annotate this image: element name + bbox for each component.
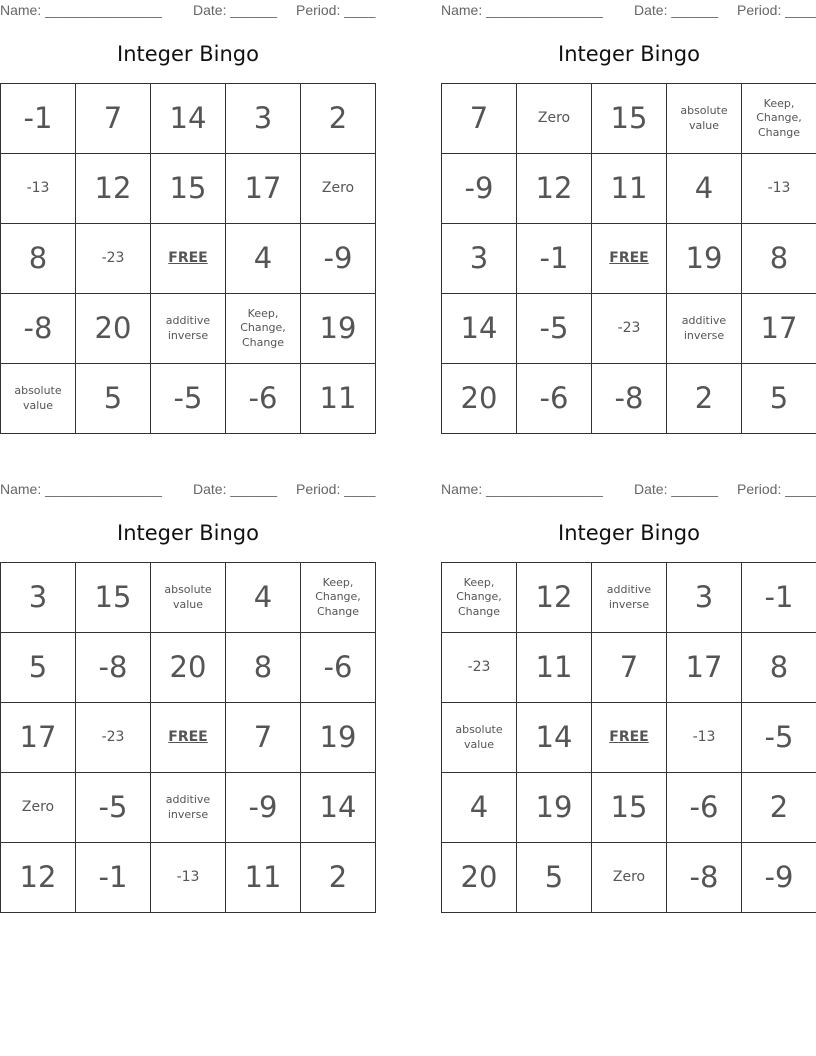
bingo-cell: -23	[442, 633, 517, 703]
bingo-cell: -13	[742, 154, 816, 224]
date-field-label: Date: ______	[193, 2, 278, 18]
bingo-cell: 11	[226, 843, 301, 913]
bingo-cell: 5	[1, 633, 76, 703]
bingo-cell: -13	[151, 843, 226, 913]
bingo-row	[442, 703, 816, 773]
name-field-label: Name: _______________	[0, 2, 162, 18]
bingo-cell: 2	[301, 84, 376, 154]
bingo-cell: 11	[517, 633, 592, 703]
bingo-row	[1, 773, 376, 843]
bingo-cell: -1	[1, 84, 76, 154]
bingo-cell: -23	[76, 703, 151, 773]
bingo-cell: additive inverse	[151, 773, 226, 843]
bingo-cell: 4	[226, 224, 301, 294]
bingo-cell: -6	[226, 364, 301, 434]
bingo-cell: 15	[592, 773, 667, 843]
bingo-cell: Zero	[592, 843, 667, 913]
bingo-cell: 19	[667, 224, 742, 294]
bingo-cell: 4	[226, 563, 301, 633]
bingo-row	[1, 563, 376, 633]
bingo-cell: 7	[442, 84, 517, 154]
bingo-cell: -1	[517, 224, 592, 294]
bingo-cell: 19	[517, 773, 592, 843]
bingo-row	[1, 843, 376, 913]
bingo-row	[442, 224, 816, 294]
bingo-cell: 17	[226, 154, 301, 224]
bingo-cell: 14	[517, 703, 592, 773]
bingo-row	[442, 294, 816, 364]
bingo-cell: 17	[742, 294, 816, 364]
name-field-label: Name: _______________	[0, 481, 162, 497]
bingo-cell: 8	[742, 224, 816, 294]
period-field-label: Period: ____	[737, 2, 816, 18]
bingo-cell: 19	[301, 703, 376, 773]
bingo-row	[1, 294, 376, 364]
bingo-cell: -9	[442, 154, 517, 224]
bingo-row	[1, 224, 376, 294]
name-field-label: Name: _______________	[441, 2, 603, 18]
bingo-cell: 19	[301, 294, 376, 364]
name-field-label: Name: _______________	[441, 481, 603, 497]
bingo-cell: -6	[667, 773, 742, 843]
bingo-cell: 15	[151, 154, 226, 224]
bingo-cell: 15	[592, 84, 667, 154]
bingo-row	[442, 563, 816, 633]
bingo-cell: 4	[442, 773, 517, 843]
bingo-cell: absolute value	[1, 364, 76, 434]
bingo-cell: additive inverse	[667, 294, 742, 364]
bingo-cell: 2	[667, 364, 742, 434]
bingo-cell: -6	[517, 364, 592, 434]
bingo-row	[442, 843, 816, 913]
bingo-cell: 7	[76, 84, 151, 154]
bingo-cell: 15	[76, 563, 151, 633]
bingo-cell: 4	[667, 154, 742, 224]
bingo-cell: 2	[742, 773, 816, 843]
card-header-fields	[0, 481, 376, 499]
bingo-cell: -23	[592, 294, 667, 364]
card-header-fields	[0, 2, 376, 20]
bingo-grid	[0, 83, 376, 434]
bingo-cell: 12	[1, 843, 76, 913]
card-title: Integer Bingo	[117, 521, 259, 545]
bingo-cell: -8	[76, 633, 151, 703]
bingo-cell: Zero	[517, 84, 592, 154]
bingo-cell: 8	[1, 224, 76, 294]
bingo-cell: -1	[76, 843, 151, 913]
bingo-grid	[0, 562, 376, 913]
bingo-cell: Keep, Change, Change	[226, 294, 301, 364]
bingo-cell: -8	[592, 364, 667, 434]
bingo-cell: -5	[151, 364, 226, 434]
bingo-cell: 20	[442, 364, 517, 434]
card-title: Integer Bingo	[558, 521, 700, 545]
bingo-cell: 3	[1, 563, 76, 633]
free-space-cell: FREE	[151, 703, 226, 773]
bingo-row	[1, 154, 376, 224]
bingo-cell: 14	[151, 84, 226, 154]
bingo-cell: 3	[226, 84, 301, 154]
bingo-cell: absolute value	[667, 84, 742, 154]
free-space-cell: FREE	[151, 224, 226, 294]
bingo-cell: Zero	[1, 773, 76, 843]
bingo-cell: -5	[742, 703, 816, 773]
bingo-row	[1, 633, 376, 703]
bingo-cell: 20	[442, 843, 517, 913]
card-title: Integer Bingo	[117, 42, 259, 66]
bingo-cell: 2	[301, 843, 376, 913]
bingo-cell: -13	[667, 703, 742, 773]
bingo-cell: 8	[742, 633, 816, 703]
bingo-cell: -23	[76, 224, 151, 294]
bingo-cell: absolute value	[442, 703, 517, 773]
bingo-cell: -13	[1, 154, 76, 224]
bingo-cell: 5	[517, 843, 592, 913]
bingo-cell: 14	[301, 773, 376, 843]
bingo-cell: 7	[592, 633, 667, 703]
period-field-label: Period: ____	[737, 481, 816, 497]
bingo-row	[442, 364, 816, 434]
bingo-cell: 5	[742, 364, 816, 434]
bingo-cell: -9	[742, 843, 816, 913]
bingo-cell: 3	[667, 563, 742, 633]
card-header-fields	[441, 481, 816, 499]
bingo-cell: -9	[226, 773, 301, 843]
bingo-cell: Zero	[301, 154, 376, 224]
bingo-row	[442, 633, 816, 703]
bingo-cell: 8	[226, 633, 301, 703]
bingo-cell: 12	[517, 563, 592, 633]
bingo-cell: additive inverse	[151, 294, 226, 364]
bingo-cell: -5	[76, 773, 151, 843]
bingo-cell: -8	[1, 294, 76, 364]
bingo-cell: -5	[517, 294, 592, 364]
bingo-cell: -9	[301, 224, 376, 294]
free-space-cell: FREE	[592, 703, 667, 773]
period-field-label: Period: ____	[296, 481, 376, 497]
bingo-cell: -1	[742, 563, 816, 633]
card-title: Integer Bingo	[558, 42, 700, 66]
bingo-cell: 12	[76, 154, 151, 224]
bingo-row	[442, 84, 816, 154]
bingo-cell: 20	[76, 294, 151, 364]
bingo-cell: Keep, Change, Change	[301, 563, 376, 633]
bingo-cell: 3	[442, 224, 517, 294]
bingo-cell: Keep, Change, Change	[442, 563, 517, 633]
card-header-fields	[441, 2, 816, 20]
date-field-label: Date: ______	[634, 481, 719, 497]
bingo-cell: absolute value	[151, 563, 226, 633]
bingo-row	[1, 703, 376, 773]
bingo-row	[442, 154, 816, 224]
bingo-cell: 17	[1, 703, 76, 773]
bingo-cell: 20	[151, 633, 226, 703]
bingo-row	[1, 84, 376, 154]
bingo-cell: 7	[226, 703, 301, 773]
bingo-grid	[441, 562, 816, 913]
bingo-grid	[441, 83, 816, 434]
free-space-cell: FREE	[592, 224, 667, 294]
bingo-cell: -6	[301, 633, 376, 703]
bingo-cell: 14	[442, 294, 517, 364]
date-field-label: Date: ______	[634, 2, 719, 18]
bingo-row	[442, 773, 816, 843]
bingo-cell: additive inverse	[592, 563, 667, 633]
bingo-cell: -8	[667, 843, 742, 913]
bingo-cell: 11	[301, 364, 376, 434]
bingo-cell: 11	[592, 154, 667, 224]
bingo-cell: 5	[76, 364, 151, 434]
period-field-label: Period: ____	[296, 2, 376, 18]
bingo-cell: Keep, Change, Change	[742, 84, 816, 154]
bingo-cell: 17	[667, 633, 742, 703]
date-field-label: Date: ______	[193, 481, 278, 497]
bingo-cell: 12	[517, 154, 592, 224]
bingo-row	[1, 364, 376, 434]
